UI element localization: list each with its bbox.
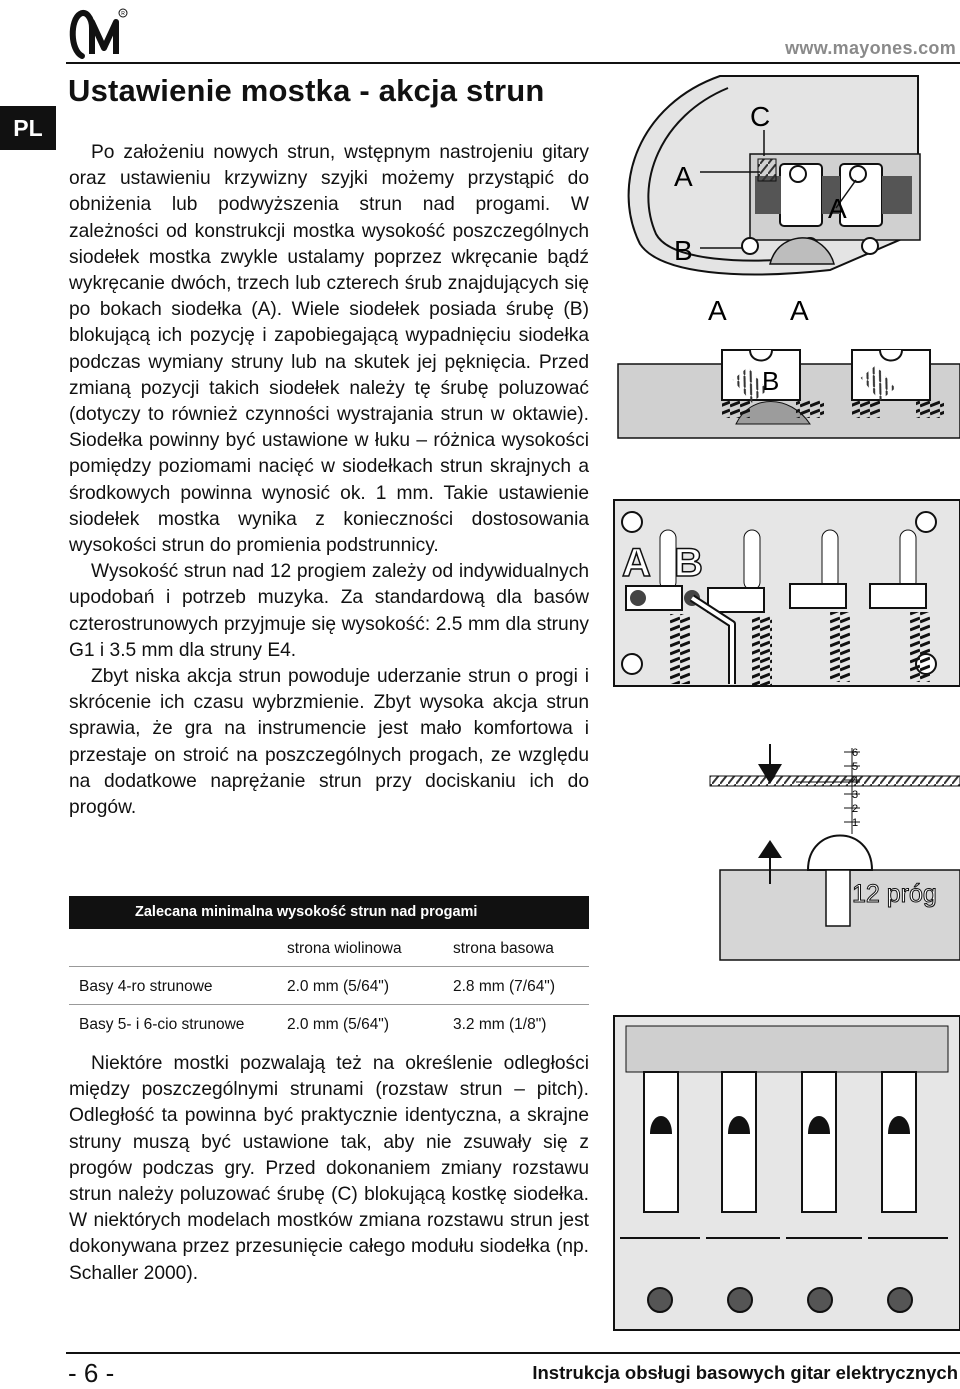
saddle-closeup-figure: [629, 76, 920, 274]
fig1-label-a: A: [674, 161, 693, 192]
fret-label: 12 próg: [852, 880, 937, 908]
cell-bass: 3.2 mm (1/8"): [453, 1016, 547, 1033]
table-title: Zalecana minimalna wysokość strun nad progami: [69, 896, 589, 929]
scale-tick-2: 2: [852, 803, 859, 815]
saddle-spacing-figure: [614, 1016, 960, 1330]
scale-tick-4: 4: [852, 775, 859, 787]
cell-treble: 2.0 mm (5/64"): [287, 1016, 389, 1033]
page-title: Ustawienie mostka - akcja strun: [68, 73, 545, 108]
table-header-row: [69, 929, 589, 966]
mayones-logo-icon: [66, 6, 128, 62]
scale-tick-5: 5: [852, 761, 859, 773]
row-label: Basy 4-ro strunowe: [79, 978, 213, 995]
svg-text:R: R: [121, 11, 125, 17]
cell-treble: 2.0 mm (5/64"): [287, 978, 389, 995]
recommended-height-table: [69, 896, 589, 1042]
fig2-label-b: B: [762, 366, 780, 396]
fig1-label-b: B: [674, 235, 693, 266]
column-header-treble: strona wiolinowa: [287, 940, 402, 957]
paragraph-bridge-setup: Po założeniu nowych strun, wstępnym nastrojeniu gitary oraz ustawieniu krzywizny szyjki możemy przystąpić do obniżenia lub podwyższenia strun nad progami. W zależności od konstrukcji mostka wysokość poszczególnych siodełek mostka zwykle ustalamy poprzez wkręcanie bądź wykręcanie dwóch, trzech lub czterech śrub znajdujących się po bokach siodełka (A). Wiele siodełek posiada śrubę (B) blokującą ich pozycję i zapobiegającą wypadnięciu siodełka podczas wymiany struny lub na skutek jej pęknięcia. Przed zmianą pozycji takich siodełek należy tę śrubę poluzować (dotyczy to również czynności wystrajania strun w oktawie). Siodełka powinny być ustawione w łuku – różnica wysokości pomiędzy poziomami nacięć w siodełkach strun skrajnych a środkowych powinna wynosić ok. 1 mm. Takie ustawienie siodełek mostka wynika z konieczności dostosowania wysokości strun do promienia podstrunnicy.: [69, 142, 589, 557]
footer-title: Instrukcja obsługi basowych gitar elektrycznych: [532, 1362, 958, 1383]
scale-tick-6: 6: [852, 747, 859, 759]
paragraph-string-height: Wysokość strun nad 12 progiem zależy od indywidualnych upodobań i potrzeb muzyka. Za standardową dla basów czterostrunowych przyjmuje się wysokość: 2.5 mm dla struny G1 i 3.5 mm dla struny E4.: [69, 561, 589, 661]
row-label: Basy 5- i 6-cio strunowe: [79, 1016, 245, 1033]
fig3-label-b: B: [674, 541, 703, 585]
paragraph-string-pitch: Niektóre mostki pozwalają też na określenie odległości między poszczególnymi strunami (rozstaw strun – pitch). Odległość ta powinna być praktycznie identyczna, a skrajne struny muszą być ustawione tak, aby nie zsuwały się z progów podczas gry. Przed dokonaniem zmiany rozstawu strun należy poluzować śrubę (C) blokującą kostkę siodełka. W niektórych modelach mostków zmiana rozstawu strun jest dokonywana przez przesunięcie całego modułu siodełka (np. Schaller 2000).: [69, 1053, 589, 1284]
column-header-bass: strona basowa: [453, 940, 554, 957]
paragraph-action-effects: Zbyt niska akcja strun powoduje uderzanie strun o progi i skrócenie ich czasu wybrzmienie. Zbyt wysoka akcja strun sprawia, że gra na instrumencie jest mało komfortowa i przestaje on stroić na poszczególnych progach, ze względu na dodatkowe naprężanie strun przy dociskaniu ich do progów.: [69, 666, 589, 819]
website-link[interactable]: www.mayones.com: [785, 38, 956, 58]
language-tab: PL: [0, 106, 56, 150]
fig3-label-a: A: [622, 541, 651, 585]
saddle-side-figure: [618, 295, 960, 438]
footer-rule: [66, 1352, 960, 1354]
scale-tick-3: 3: [852, 789, 859, 801]
bridge-illustrations: [600, 64, 960, 1340]
page-number: - 6 -: [68, 1358, 115, 1388]
table-row: [69, 967, 589, 1004]
fig2-label-a: A: [708, 295, 727, 326]
fig1-label-a2: A: [828, 193, 847, 224]
table-row: [69, 1005, 589, 1042]
fig2-label-a2: A: [790, 295, 809, 326]
pitch-text-column: [69, 1051, 589, 1287]
main-text-column: [69, 140, 589, 821]
cell-bass: 2.8 mm (7/64"): [453, 978, 555, 995]
fret-height-figure: [710, 744, 960, 960]
scale-tick-1: 1: [852, 817, 859, 829]
fig1-label-c: C: [750, 101, 771, 132]
bridge-topview-figure: [614, 500, 960, 686]
